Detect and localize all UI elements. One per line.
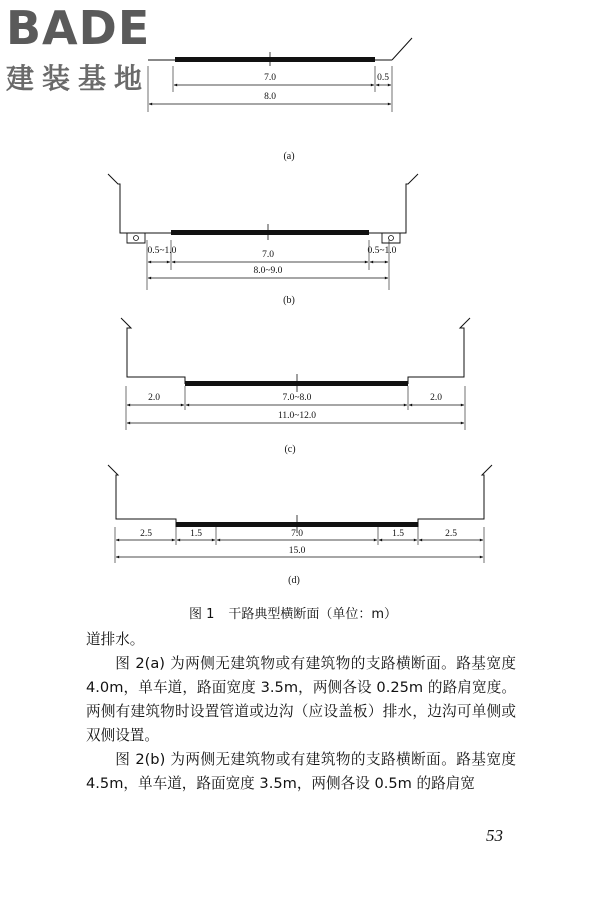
fig-a-total-width: 8.0 bbox=[264, 92, 276, 102]
fig-c-pavement-width: 7.0~8.0 bbox=[282, 393, 312, 403]
paragraph: 道排水。 bbox=[86, 631, 145, 648]
body-text bbox=[86, 628, 516, 796]
fig-d-pavement-width: 7.0 bbox=[291, 529, 303, 539]
paragraph: 图 2(b) 为两侧无建筑物或有建筑物的支路横断面。路基宽度 4.5m，单车道，路面宽度 3.5m，两侧各设 0.5m 的路肩宽 bbox=[86, 751, 516, 792]
fig-d-right-strip: 1.5 bbox=[392, 529, 404, 539]
watermark-logo bbox=[4, 2, 174, 102]
logo-chinese-text: 建装基地 bbox=[6, 62, 151, 95]
fig-a-shoulder-width: 0.5 bbox=[377, 73, 389, 83]
fig-b-pavement-width: 7.0 bbox=[262, 250, 274, 260]
fig-a-pavement-width: 7.0 bbox=[264, 73, 276, 83]
fig-a-label: (a) bbox=[283, 151, 295, 162]
figure-a bbox=[148, 38, 412, 112]
fig-d-right-side: 2.5 bbox=[445, 529, 457, 539]
fig-d-label: (d) bbox=[288, 575, 300, 586]
paragraph: 图 2(a) 为两侧无建筑物或有建筑物的支路横断面。路基宽度 4.0m，单车道，路面宽度 3.5m，两侧各设 0.25m 的路肩宽度。两侧有建筑物时设置管道或边沟（应设盖板）排水，边沟可单侧或双侧设置。 bbox=[86, 655, 516, 744]
fig-b-label: (b) bbox=[283, 295, 295, 306]
figure-caption bbox=[0, 603, 600, 622]
fig-c-label: (c) bbox=[284, 444, 296, 455]
page-number: 53 bbox=[486, 826, 503, 845]
fig-c-total-width: 11.0~12.0 bbox=[277, 411, 317, 421]
figure-title: 干路典型横断面（单位：m） bbox=[228, 607, 398, 622]
fig-c-right-side: 2.0 bbox=[430, 393, 442, 403]
fig-d-left-strip: 1.5 bbox=[190, 529, 202, 539]
figure-number: 图 1 bbox=[188, 607, 215, 622]
fig-b-left-shoulder: 0.5~1.0 bbox=[147, 246, 177, 256]
fig-b-total-width: 8.0~9.0 bbox=[253, 266, 283, 276]
fig-c-left-side: 2.0 bbox=[148, 393, 160, 403]
fig-d-total-width: 15.0 bbox=[288, 546, 306, 556]
fig-d-left-side: 2.5 bbox=[140, 529, 152, 539]
fig-b-right-shoulder: 0.5~1.0 bbox=[367, 246, 397, 256]
logo-latin-text: BADE bbox=[6, 1, 151, 55]
